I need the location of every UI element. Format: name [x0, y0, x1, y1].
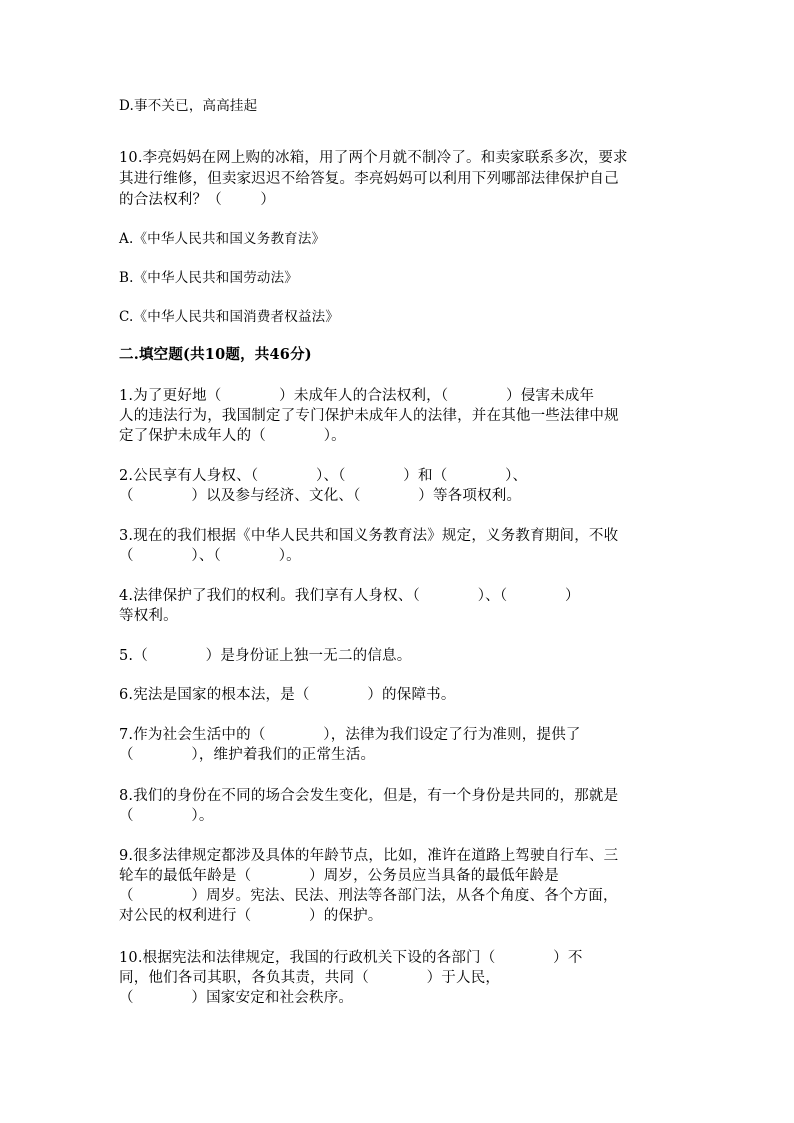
option-c: C.《中华人民共和国消费者权益法》: [119, 309, 340, 325]
section-title: 二.填空题(共10题，共46分): [119, 346, 312, 363]
question-line: 同，他们各司其职，各负其责，共同（ ）于人民，: [119, 970, 501, 986]
option-b: B.《中华人民共和国劳动法》: [119, 270, 299, 286]
question-line: 8.我们的身份在不同的场合会发生变化，但是，有一个身份是共同的，那就是: [119, 788, 619, 804]
question-line: 3.现在的我们根据《中华人民共和国义务教育法》规定，义务教育期间，不收: [119, 528, 619, 544]
question-line: （ ）周岁。宪法、民法、刑法等各部门法，从各个角度、各个方面，: [119, 888, 618, 904]
question-line: 其进行维修，但卖家迟迟不给答复。李亮妈妈可以利用下列哪部法律保护自己: [119, 171, 619, 187]
question-line: （ ），维护着我们的正常生活。: [119, 747, 376, 763]
question-line: 定了保护未成年人的（ ）。: [119, 428, 346, 444]
question-line: 轮车的最低年龄是（ ）周岁，公务员应当具备的最低年龄是: [119, 868, 559, 884]
question-line: 10.李亮妈妈在网上购的冰箱，用了两个月就不制冷了。和卖家联系多次，要求: [119, 150, 628, 166]
option-a: A.《中华人民共和国义务教育法》: [119, 231, 326, 247]
question-line: 4.法律保护了我们的权利。我们享有人身权、（ ）、（ ）: [119, 588, 580, 604]
question-line: 对公民的权利进行（ ）的保护。: [119, 908, 383, 924]
question-line: 9.很多法律规定都涉及具体的年龄节点，比如，准许在道路上驾驶自行车、三: [119, 848, 619, 864]
question-line: 7.作为社会生活中的（ ），法律为我们设定了行为准则，提供了: [119, 727, 581, 743]
question-line: （ ）以及参与经济、文化、（ ）等各项权利。: [119, 488, 522, 504]
question-line: 5.（ ）是身份证上独一无二的信息。: [119, 648, 412, 664]
question-line: （ ）国家安定和社会秩序。: [119, 990, 354, 1006]
question-line: 等权利。: [119, 608, 178, 624]
question-line: 的合法权利？（ ）: [119, 192, 276, 208]
option-d: D.事不关已，高高挂起: [119, 98, 258, 114]
question-line: 2.公民享有人身权、（ ）、（ ）和（ ）、: [119, 468, 528, 484]
question-line: 6.宪法是国家的根本法，是（ ）的保障书。: [119, 687, 456, 703]
question-line: 人的违法行为，我国制定了专门保护未成年人的法律，并在其他一些法律中规: [119, 408, 619, 424]
question-line: 10.根据宪法和法律规定，我国的行政机关下设的各部门（ ）不: [119, 950, 583, 966]
question-line: 1.为了更好地（ ）未成年人的合法权利，（ ）侵害未成年: [119, 388, 595, 404]
question-line: （ ）、（ ）。: [119, 548, 301, 564]
question-line: （ ）。: [119, 808, 214, 824]
